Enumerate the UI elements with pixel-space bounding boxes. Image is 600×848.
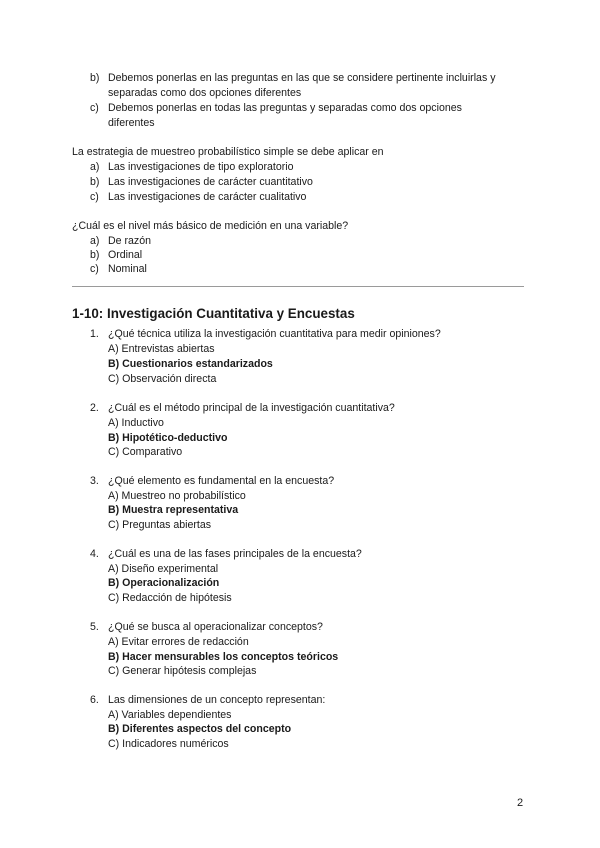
- option-text: Debemos ponerlas en todas las preguntas y separadas como dos opciones: [108, 102, 462, 114]
- question-text: ¿Cuál es el nivel más básico de medición en una variable?: [72, 220, 349, 232]
- option-letter: b): [90, 72, 100, 84]
- question-number: 6.: [90, 694, 99, 706]
- option-text: separadas como dos opciones diferentes: [108, 87, 302, 99]
- question-text: ¿Qué técnica utiliza la investigación cuantitativa para medir opiniones?: [108, 328, 441, 340]
- answer-option: C) Indicadores numéricos: [108, 738, 229, 750]
- answer-option-correct: B) Cuestionarios estandarizados: [108, 358, 273, 370]
- question-text: ¿Qué se busca al operacionalizar conceptos?: [108, 621, 323, 633]
- question-text: ¿Cuál es una de las fases principales de la encuesta?: [108, 548, 362, 560]
- option-text: Las investigaciones de tipo exploratorio: [108, 161, 294, 173]
- answer-option: A) Inductivo: [108, 417, 164, 429]
- option-text: Nominal: [108, 263, 147, 275]
- question-number: 1.: [90, 328, 99, 340]
- option-letter: c): [90, 102, 99, 114]
- answer-option-correct: B) Hipotético-deductivo: [108, 432, 228, 444]
- section-heading: 1-10: Investigación Cuantitativa y Encuestas: [72, 306, 355, 321]
- answer-option-correct: B) Diferentes aspectos del concepto: [108, 723, 292, 735]
- answer-option: C) Comparativo: [108, 446, 183, 458]
- option-text: Las investigaciones de carácter cualitativo: [108, 191, 307, 203]
- option-letter: b): [90, 249, 100, 261]
- horizontal-rule: [72, 286, 524, 287]
- answer-option: A) Entrevistas abiertas: [108, 343, 215, 355]
- answer-option-correct: B) Muestra representativa: [108, 504, 239, 516]
- option-text: Debemos ponerlas en las preguntas en las que se considere pertinente incluirlas y: [108, 72, 496, 84]
- question-text: La estrategia de muestreo probabilístico simple se debe aplicar en: [72, 146, 384, 158]
- answer-option: C) Preguntas abiertas: [108, 519, 212, 531]
- answer-option: C) Generar hipótesis complejas: [108, 665, 257, 677]
- option-letter: c): [90, 263, 99, 275]
- option-letter: c): [90, 191, 99, 203]
- answer-option: C) Observación directa: [108, 373, 217, 385]
- option-text: diferentes: [108, 117, 155, 129]
- option-text: Las investigaciones de carácter cuantitativo: [108, 176, 313, 188]
- option-text: Ordinal: [108, 249, 143, 261]
- option-letter: a): [90, 235, 100, 247]
- question-number: 5.: [90, 621, 99, 633]
- question-number: 4.: [90, 548, 99, 560]
- option-text: De razón: [108, 235, 151, 247]
- question-number: 3.: [90, 475, 99, 487]
- answer-option: C) Redacción de hipótesis: [108, 592, 232, 604]
- answer-option-correct: B) Operacionalización: [108, 577, 220, 589]
- question-number: 2.: [90, 402, 99, 414]
- answer-option: A) Muestreo no probabilístico: [108, 490, 246, 502]
- answer-option: A) Diseño experimental: [108, 563, 219, 575]
- answer-option: A) Variables dependientes: [108, 709, 232, 721]
- answer-option: A) Evitar errores de redacción: [108, 636, 249, 648]
- question-text: Las dimensiones de un concepto representan:: [108, 694, 326, 706]
- question-text: ¿Qué elemento es fundamental en la encuesta?: [108, 475, 335, 487]
- page-number: 2: [517, 797, 524, 809]
- option-letter: b): [90, 176, 100, 188]
- question-text: ¿Cuál es el método principal de la investigación cuantitativa?: [108, 402, 395, 414]
- option-letter: a): [90, 161, 100, 173]
- answer-option-correct: B) Hacer mensurables los conceptos teóricos: [108, 651, 339, 663]
